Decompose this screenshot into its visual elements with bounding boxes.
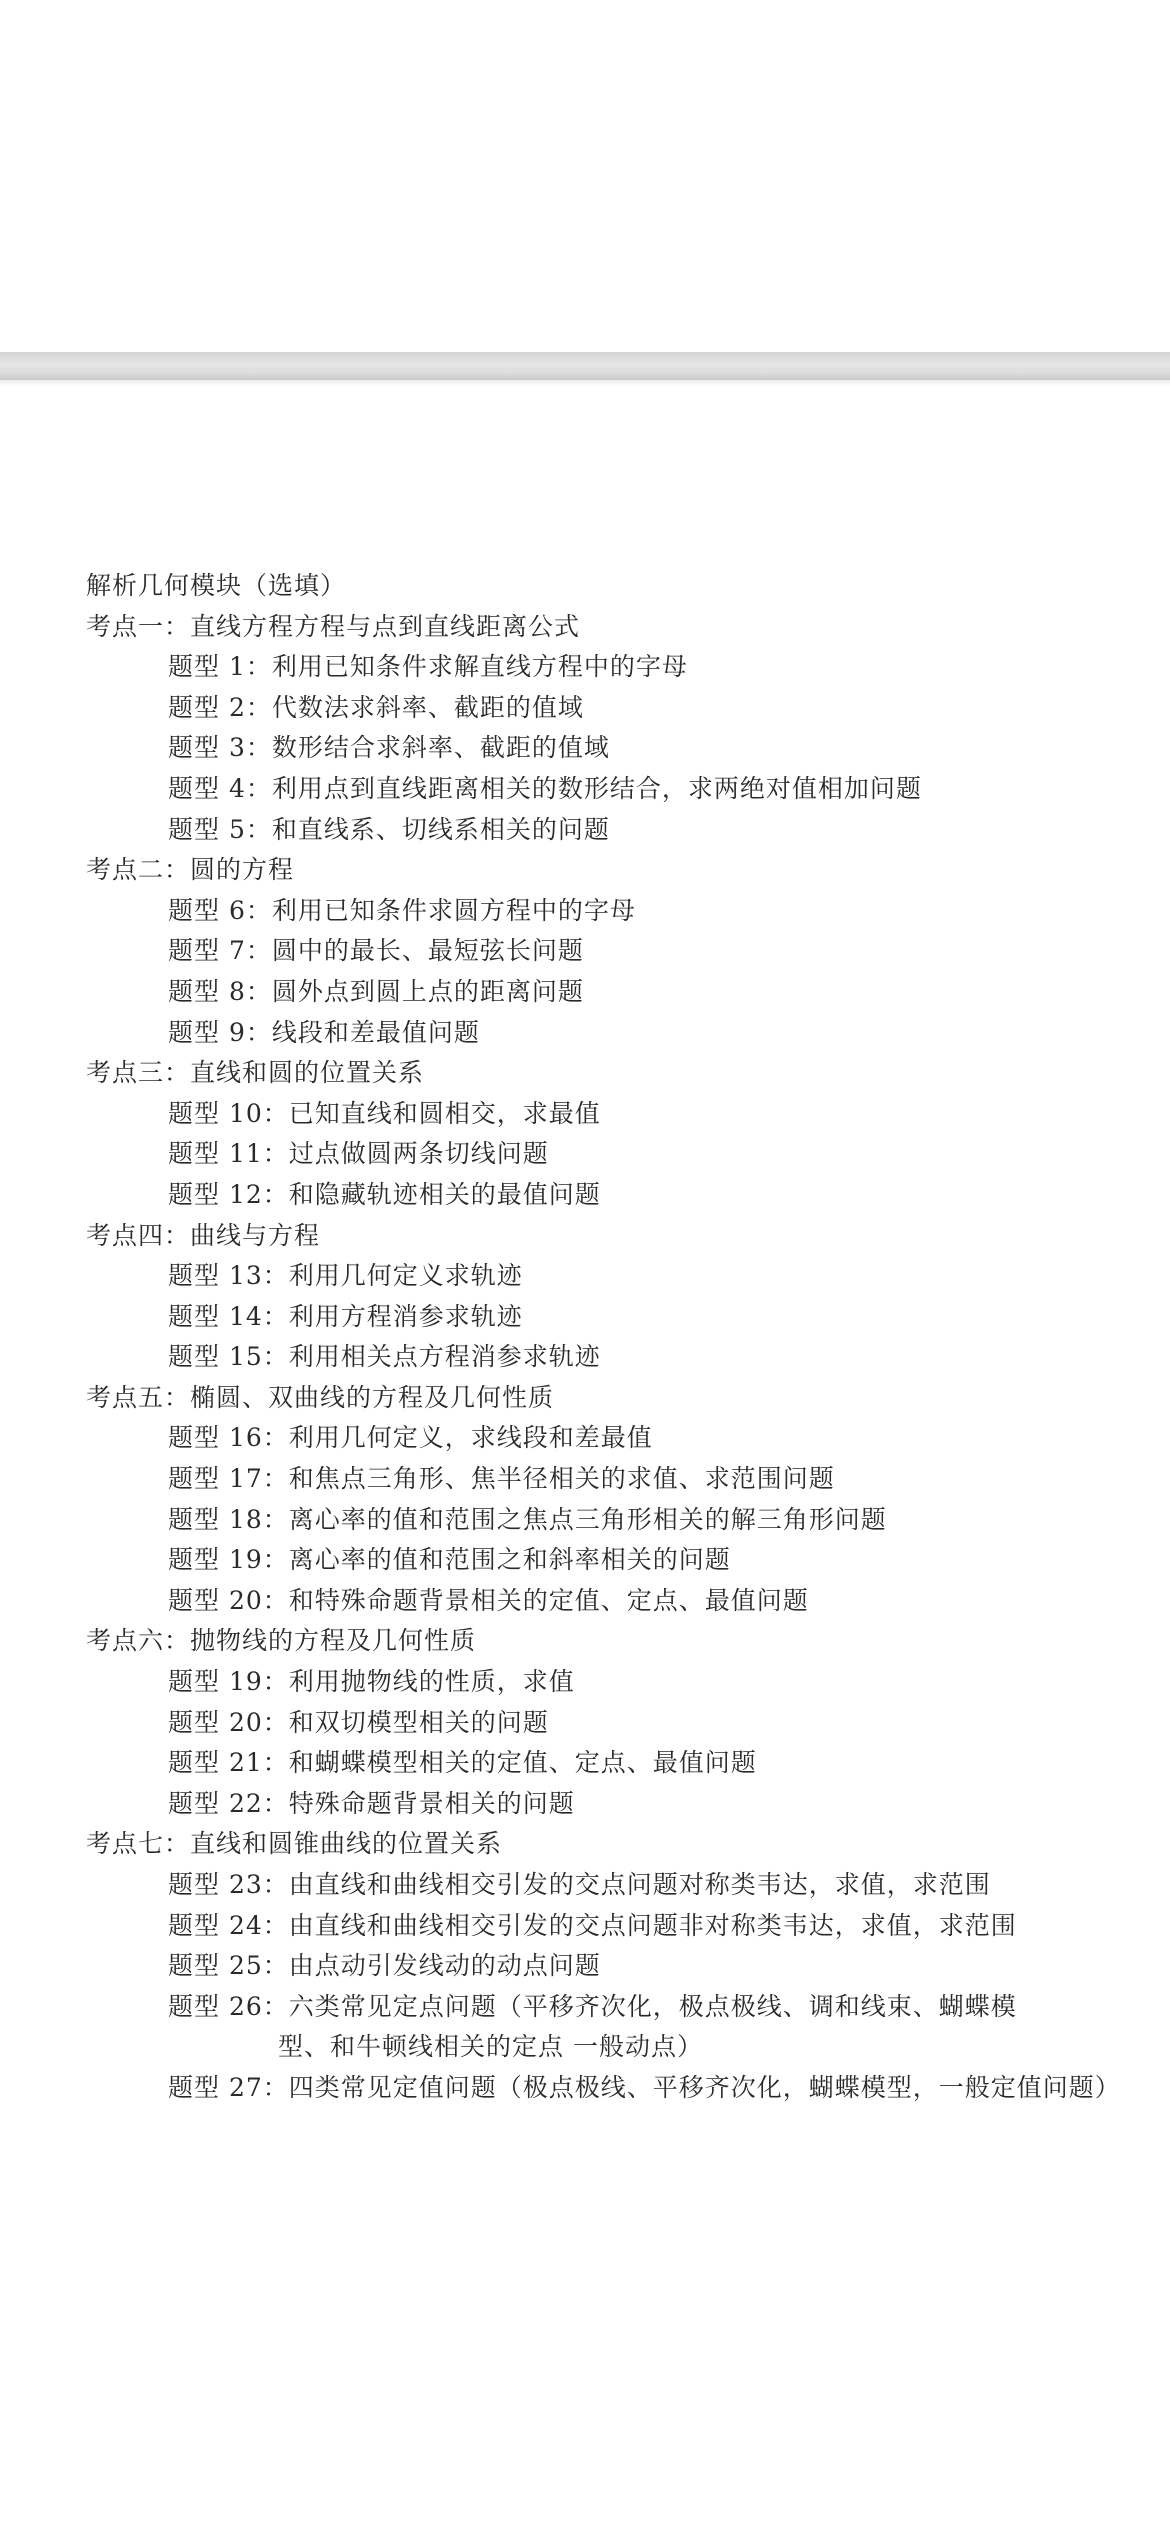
question-type-item: 题型 12：和隐藏轨迹相关的最值问题 [168, 1179, 601, 1209]
section-heading-3: 考点三：直线和圆的位置关系 [86, 1058, 425, 1088]
question-type-item: 题型 20：和特殊命题背景相关的定值、定点、最值问题 [168, 1585, 809, 1615]
page-divider [0, 352, 1170, 380]
question-type-item-26 [86, 1987, 1166, 2068]
question-type-item: 题型 7：圆中的最长、最短弦长问题 [168, 936, 584, 966]
section-heading-2: 考点二：圆的方程 [86, 855, 295, 885]
question-type-item: 题型 8：圆外点到圆上点的距离问题 [168, 976, 584, 1006]
question-type-item: 题型 24：由直线和曲线相交引发的交点问题非对称类韦达，求值，求范围 [168, 1910, 1017, 1940]
question-type-item: 题型 5：和直线系、切线系相关的问题 [168, 814, 610, 844]
question-type-item-continuation: 型、和牛顿线相关的定点 一般动点） [278, 2032, 703, 2062]
question-type-item: 题型 14：利用方程消参求轨迹 [168, 1301, 523, 1331]
section-heading-7: 考点七：直线和圆锥曲线的位置关系 [86, 1829, 503, 1859]
question-type-item: 题型 17：和焦点三角形、焦半径相关的求值、求范围问题 [168, 1464, 835, 1494]
document-content [86, 566, 1166, 2109]
question-type-item: 题型 25：由点动引发线动的动点问题 [168, 1951, 601, 1981]
question-type-item: 题型 9：线段和差最值问题 [168, 1017, 480, 1047]
blank-top-area [0, 0, 1170, 352]
section-heading-5: 考点五：椭圆、双曲线的方程及几何性质 [86, 1382, 555, 1412]
question-type-item: 题型 15：利用相关点方程消参求轨迹 [168, 1342, 601, 1372]
section-heading-6: 考点六：抛物线的方程及几何性质 [86, 1626, 477, 1656]
question-type-item: 题型 16：利用几何定义，求线段和差最值 [168, 1423, 653, 1453]
question-type-item: 题型 11：过点做圆两条切线问题 [168, 1139, 549, 1169]
question-type-item: 题型 23：由直线和曲线相交引发的交点问题对称类韦达，求值，求范围 [168, 1870, 991, 1899]
question-type-item: 题型 1：利用已知条件求解直线方程中的字母 [168, 652, 688, 682]
question-type-item: 题型 20：和双切模型相关的问题 [168, 1707, 549, 1737]
question-type-item: 题型 21：和蝴蝶模型相关的定值、定点、最值问题 [168, 1748, 757, 1778]
question-type-item: 题型 22：特殊命题背景相关的问题 [168, 1788, 575, 1818]
question-type-item: 题型 18：离心率的值和范围之焦点三角形相关的解三角形问题 [168, 1504, 887, 1534]
section-heading-1: 考点一：直线方程方程与点到直线距离公式 [86, 611, 581, 641]
question-type-item: 题型 2：代数法求斜率、截距的值域 [168, 692, 584, 722]
question-type-item-text: 题型 26：六类常见定点问题（平移齐次化，极点极线、调和线束、蝴蝶模 [168, 1991, 1017, 2021]
question-type-item: 题型 3：数形结合求斜率、截距的值域 [168, 733, 610, 763]
question-type-item: 题型 19：离心率的值和范围之和斜率相关的问题 [168, 1545, 731, 1575]
question-type-item: 题型 13：利用几何定义求轨迹 [168, 1261, 523, 1291]
document-title: 解析几何模块（选填） [86, 571, 347, 600]
question-type-item: 题型 10：已知直线和圆相交，求最值 [168, 1098, 601, 1128]
question-type-item: 题型 4：利用点到直线距离相关的数形结合，求两绝对值相加问题 [168, 773, 922, 803]
question-type-item: 题型 6：利用已知条件求圆方程中的字母 [168, 895, 636, 925]
section-heading-4: 考点四：曲线与方程 [86, 1220, 321, 1250]
question-type-item: 题型 27：四类常见定值问题（极点极线、平移齐次化，蝴蝶模型，一般定值问题） [168, 2072, 1121, 2102]
question-type-item: 题型 19：利用抛物线的性质，求值 [168, 1667, 575, 1697]
